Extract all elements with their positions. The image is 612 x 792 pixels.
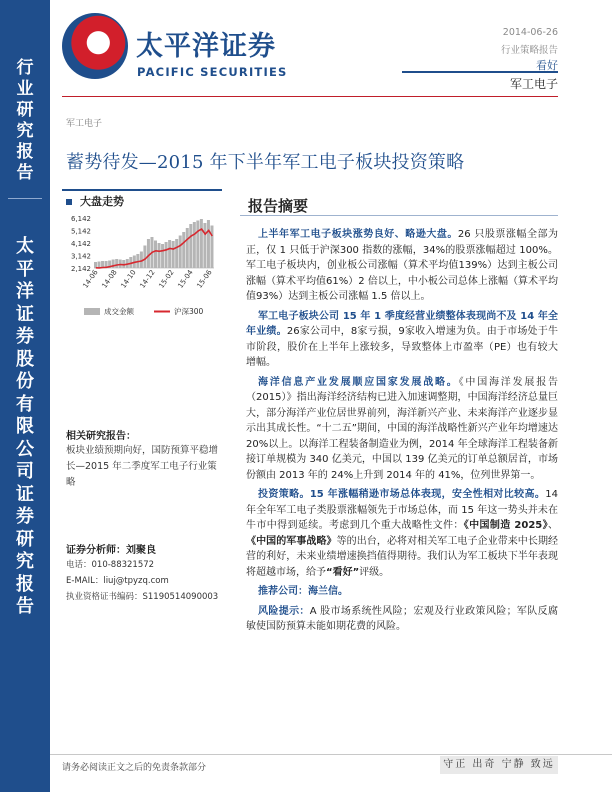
- header-divider: [62, 96, 558, 97]
- page-title: 蓄势待发—2015 年下半年军工电子板块投资策略: [66, 152, 465, 173]
- summary-doc-title: 《中国制造 2025》: [463, 520, 548, 531]
- volume-bar: [161, 244, 164, 268]
- market-heading: [66, 193, 124, 209]
- legend-volume-swatch: [84, 308, 100, 315]
- summary-text: 26家公司中，8家亏损，9家收入增速为负。由于市场处于牛市阶段，股价在上半年上涨较多，导致整体上市盈率（PE）也有较大增幅。: [246, 326, 558, 368]
- volume-bar: [165, 242, 168, 268]
- summary-risk-lead: 风险提示：: [258, 605, 310, 617]
- summary-doc-title: 《中国的军事战略》: [246, 535, 337, 547]
- volume-bar: [175, 239, 178, 268]
- volume-bar: [203, 223, 206, 268]
- summary-text: A 股市场系统性风险；宏观及行业政策风险；军队反腐敏使国防预算未能如期花费的风险。: [246, 605, 558, 632]
- volume-bar: [200, 219, 203, 268]
- volume-bar: [168, 240, 171, 268]
- sidebar-company-label: 太平洋证券股份有限公司证券研究报告: [16, 236, 34, 617]
- y-tick-label: 4,142: [70, 240, 91, 248]
- y-tick-label: 2,142: [70, 265, 91, 273]
- summary-lead: 海洋信息产业发展顺应国家发展战略。: [258, 376, 459, 388]
- industry-label: 军工电子: [509, 77, 558, 91]
- square-bullet-icon: [66, 199, 72, 205]
- analyst-license: 执业资格证书编码：S1190514090003: [66, 592, 219, 602]
- analyst-phone: 电话：010-88321572: [66, 560, 155, 570]
- x-tick-label: 14-12: [138, 268, 157, 290]
- x-tick-label: 14-06: [81, 268, 100, 290]
- rating-rule: [402, 71, 558, 73]
- sidebar-divider: [8, 198, 42, 199]
- sidebar-report-category: 行业研究报告: [16, 58, 34, 183]
- market-heading-rule: [62, 189, 222, 191]
- analyst-email: E-MAIL：liuj@tpyzq.com: [66, 576, 169, 586]
- volume-bar: [193, 222, 196, 268]
- summary-paragraph: [246, 227, 558, 305]
- summary-heading: 报告摘要: [248, 197, 309, 215]
- summary-separator: 、: [548, 520, 558, 531]
- report-date: 2014-06-26: [502, 27, 558, 38]
- summary-body: [246, 227, 558, 639]
- x-tick-label: 15-04: [176, 268, 195, 290]
- volume-bar: [147, 239, 150, 268]
- x-tick-label: 14-08: [100, 268, 119, 290]
- y-tick-label: 3,142: [70, 252, 91, 261]
- breadcrumb: 军工电子: [66, 119, 103, 129]
- volume-bar: [210, 226, 213, 269]
- summary-heading-rule: [240, 215, 558, 216]
- summary-text: 14 年全年军工电子类股票涨幅领先于市场总体，而 15 年这一势头并未在牛市中得到延续。考虑到几个重大战略性文件：: [246, 489, 558, 531]
- x-tick-label: 15-06: [195, 268, 214, 290]
- volume-bar: [182, 232, 185, 268]
- volume-bar: [196, 221, 199, 269]
- y-tick-label: 5,142: [70, 227, 91, 236]
- volume-bar: [143, 246, 146, 269]
- x-tick-label: 15-02: [157, 268, 176, 290]
- legend-volume-label: 成交金额: [104, 307, 134, 316]
- volume-bar: [158, 243, 161, 268]
- volume-bar: [115, 259, 118, 268]
- related-reports-heading: 相关研究报告：: [66, 431, 136, 442]
- summary-rating: “看好”: [326, 566, 360, 578]
- market-chart-svg: [62, 210, 222, 326]
- summary-paragraph: [246, 375, 558, 484]
- volume-bar: [186, 228, 189, 268]
- volume-bar: [179, 236, 182, 269]
- footer-divider: [50, 754, 612, 755]
- summary-paragraph: [246, 584, 558, 600]
- summary-text: 等的出台，必将对相关军工电子企业带来中长期经营的利好，未来业绩增速换挡值得期待。我们认为军工板块下半年表现将超越市场，给予: [246, 535, 559, 578]
- report-type: 行业策略报告: [500, 45, 558, 56]
- summary-paragraph: [246, 604, 558, 635]
- market-chart: [62, 210, 222, 326]
- rating-label: 看好: [536, 59, 558, 72]
- footer-motto: 守正 出奇 宁静 致远: [440, 756, 558, 774]
- summary-paragraph: [246, 487, 558, 580]
- market-heading-text: 大盘走势: [80, 195, 124, 208]
- summary-paragraph: [246, 309, 558, 371]
- analyst-name: 证券分析师：刘聚良: [66, 545, 156, 556]
- summary-recommend: 推荐公司：海兰信。: [258, 586, 348, 597]
- summary-lead: 军工电子板块公司 15 年 1 季度经营业绩整体表现尚不及 14 年全年业绩。: [246, 310, 558, 337]
- summary-text: 26 只股票涨幅全部为正，仅 1 只低于沪深300 指数的涨幅，34%的股票涨幅超过 100%。军工电子板块内，创业板公司涨幅（算术平均值139%）达到主板公司涨幅（算术平均值61%）2 倍以上，中小板公司总体上涨幅（算术平均值93%）达到主板公司涨幅 1.5 倍以上。: [246, 229, 559, 302]
- volume-bar: [154, 241, 157, 269]
- legend-index-label: 沪深300: [174, 307, 204, 316]
- summary-lead: 上半年军工电子板块涨势良好、略逊大盘。: [258, 229, 458, 240]
- footer-disclaimer: 请务必阅读正文之后的免责条款部分: [62, 763, 207, 773]
- summary-lead: 投资策略。15 年涨幅稍逊市场总体表现，安全性相对比较高。: [258, 489, 546, 500]
- volume-bar: [207, 220, 210, 268]
- summary-text: 《中国海洋发展报告（2015）》指出海洋经济结构已进入加速调整期，中国海洋经济总量巨大，部分海洋产业位居世界前列，海洋新兴产业、未来海洋产业逐步显示出其成长性。“十二五”期间，中国的海洋战略性新兴产业年均增速达 20%以上。以海洋工程装备制造业为例，2014 年全球海洋工程装备新接订单规模为 340 亿美元，中国以 139 亿美元的订单总额居首，市场份额由 2013 年的 24%上升到 2014 年的 41%，位列世界第一。: [246, 376, 559, 481]
- summary-text: 评级。: [359, 566, 390, 578]
- volume-bar: [172, 241, 175, 268]
- sidebar: [0, 0, 50, 792]
- x-tick-label: 14-10: [119, 268, 138, 290]
- y-tick-label: 6,142: [70, 215, 91, 223]
- company-logo-icon: [62, 13, 128, 79]
- volume-bar: [189, 224, 192, 268]
- company-name-en: PACIFIC SECURITIES: [137, 65, 288, 79]
- related-report-title: 板块业绩预期向好，国防预算平稳增长—2015 年二季度军工电子行业策略: [66, 445, 219, 488]
- company-name: 太平洋证券: [136, 31, 276, 62]
